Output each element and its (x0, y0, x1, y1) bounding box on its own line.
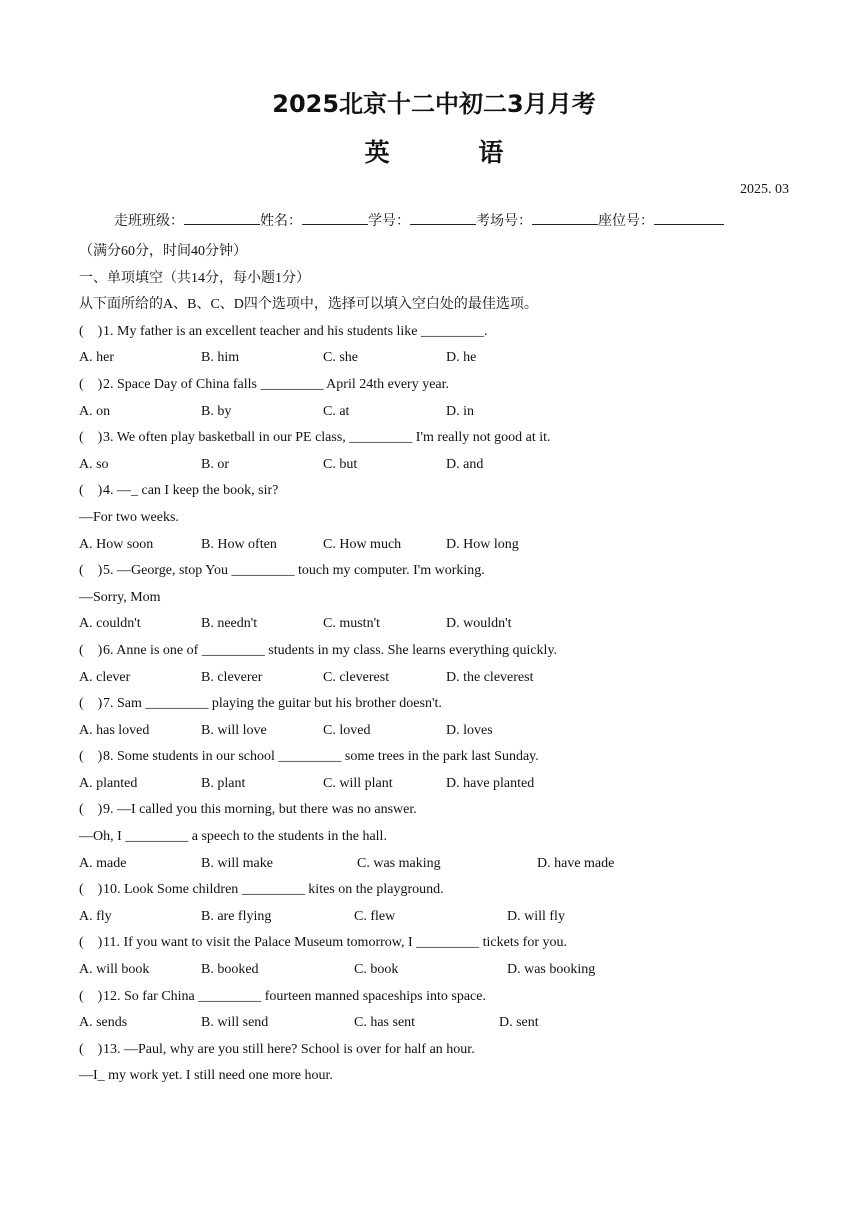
option-d: D. will fly (507, 908, 565, 924)
dialogue-reply: —Oh, I _________ a speech to the students in the hall. (79, 829, 387, 845)
option-d: D. have made (537, 855, 615, 871)
answer-bracket: ( ) (79, 882, 103, 898)
option-a: A. clever (79, 669, 131, 685)
question-stem: ( )3. We often play basketball in our PE class, _________ I'm really not good at it. (79, 425, 799, 452)
option-c: C. will plant (323, 775, 393, 791)
seat-blank (654, 212, 724, 225)
option-d: D. was booking (507, 962, 596, 978)
option-d: D. the cleverest (446, 669, 534, 685)
question-options (79, 532, 799, 559)
answer-bracket: ( ) (79, 483, 103, 499)
question-stem: ( )5. —George, stop You _________ touch my computer. I'm working. (79, 558, 799, 585)
option-a: A. planted (79, 775, 138, 791)
question-options (79, 399, 799, 426)
instruction: 从下面所给的A、B、C、D四个选项中，选择可以填入空白处的最佳选项。 (79, 297, 538, 313)
option-a: A. has loved (79, 722, 150, 738)
answer-bracket: ( ) (79, 1041, 103, 1057)
answer-bracket: ( ) (79, 696, 103, 712)
question-options (79, 665, 799, 692)
dialogue-reply: —I_ my work yet. I still need one more hour. (79, 1068, 333, 1084)
answer-bracket: ( ) (79, 935, 103, 951)
option-b: B. will make (201, 855, 273, 871)
option-d: D. and (446, 456, 484, 472)
option-d: D. have planted (446, 775, 535, 791)
question-options (79, 851, 799, 878)
question-options (79, 771, 799, 798)
dialogue-reply: —Sorry, Mom (79, 589, 161, 605)
answer-bracket: ( ) (79, 988, 103, 1004)
option-b: B. How often (201, 536, 277, 552)
option-a: A. fly (79, 908, 112, 924)
option-b: B. cleverer (201, 669, 263, 685)
option-d: D. wouldn't (446, 616, 512, 632)
question-options (79, 1010, 799, 1037)
exam-date: 2025. 03 (740, 182, 789, 197)
option-b: B. by (201, 403, 232, 419)
exam-room-label: 考场号： (476, 214, 532, 229)
question-stem: ( )6. Anne is one of _________ students in my class. She learns everything quickly. (79, 638, 799, 665)
question-options (79, 904, 799, 931)
option-c: C. was making (357, 855, 441, 871)
option-a: A. so (79, 456, 109, 472)
question-options (79, 452, 799, 479)
option-c: C. book (354, 962, 399, 978)
question-stem: ( )11. If you want to visit the Palace Museum tomorrow, I _________ tickets for you. (79, 930, 799, 957)
option-d: D. he (446, 350, 477, 366)
class-label: 走班班级： (114, 214, 184, 229)
option-c: C. flew (354, 908, 396, 924)
option-d: D. loves (446, 722, 493, 738)
option-d: D. sent (499, 1015, 539, 1031)
answer-bracket: ( ) (79, 642, 103, 658)
option-c: C. mustn't (323, 616, 380, 632)
answer-bracket: ( ) (79, 749, 103, 765)
option-a: A. couldn't (79, 616, 141, 632)
option-a: A. made (79, 855, 127, 871)
option-d: D. How long (446, 536, 519, 552)
class-blank (184, 212, 260, 225)
option-c: C. loved (323, 722, 371, 738)
name-label: 姓名： (260, 214, 302, 229)
option-b: B. plant (201, 775, 246, 791)
option-b: B. are flying (201, 908, 272, 924)
option-b: B. him (201, 350, 240, 366)
answer-bracket: ( ) (79, 802, 103, 818)
option-b: B. booked (201, 962, 259, 978)
question-stem: ( )13. —Paul, why are you still here? School is over for half an hour. (79, 1037, 799, 1064)
option-b: B. or (201, 456, 229, 472)
question-stem: ( )12. So far China _________ fourteen manned spaceships into space. (79, 984, 799, 1011)
question-options (79, 718, 799, 745)
option-c: C. cleverest (323, 669, 390, 685)
answer-bracket: ( ) (79, 376, 103, 392)
exam-title: 2025北京十二中初二3月月考 (272, 90, 596, 118)
option-a: A. sends (79, 1015, 128, 1031)
exam-room-blank (532, 212, 598, 225)
question-options (79, 957, 799, 984)
answer-bracket: ( ) (79, 563, 103, 579)
question-options (79, 611, 799, 638)
option-b: B. will love (201, 722, 267, 738)
student-id-blank (410, 212, 476, 225)
option-c: C. How much (323, 536, 402, 552)
score-note: （满分60分，时间40分钟） (79, 244, 247, 259)
option-b: B. needn't (201, 616, 258, 632)
option-d: D. in (446, 403, 474, 419)
answer-bracket: ( ) (79, 323, 103, 339)
question-options (79, 345, 799, 372)
option-c: C. has sent (354, 1015, 416, 1031)
option-b: B. will send (201, 1015, 269, 1031)
dialogue-reply: —For two weeks. (79, 509, 179, 525)
option-a: A. will book (79, 962, 150, 978)
option-c: C. she (323, 350, 358, 366)
question-stem: ( )7. Sam _________ playing the guitar but his brother doesn't. (79, 691, 799, 718)
student-info-line (114, 210, 724, 230)
name-blank (302, 212, 368, 225)
question-stem: ( )10. Look Some children _________ kites on the playground. (79, 877, 799, 904)
question-stem: ( )2. Space Day of China falls _________ April 24th every year. (79, 372, 799, 399)
question-stem: ( )1. My father is an excellent teacher and his students like _________. (79, 319, 799, 346)
option-c: C. at (323, 403, 350, 419)
question-stem: ( )9. —I called you this morning, but there was no answer. (79, 797, 799, 824)
subject-title: 英 语 (364, 138, 544, 167)
option-a: A. her (79, 350, 114, 366)
option-c: C. but (323, 456, 358, 472)
option-a: A. on (79, 403, 111, 419)
answer-bracket: ( ) (79, 430, 103, 446)
student-id-label: 学号： (368, 214, 410, 229)
seat-label: 座位号： (598, 214, 654, 229)
question-stem: ( )4. —_ can I keep the book, sir? (79, 478, 799, 505)
option-a: A. How soon (79, 536, 154, 552)
section-title: 一、单项填空（共14分，每小题1分） (79, 270, 310, 286)
question-stem: ( )8. Some students in our school _________ some trees in the park last Sunday. (79, 744, 799, 771)
exam-content (79, 239, 799, 1090)
